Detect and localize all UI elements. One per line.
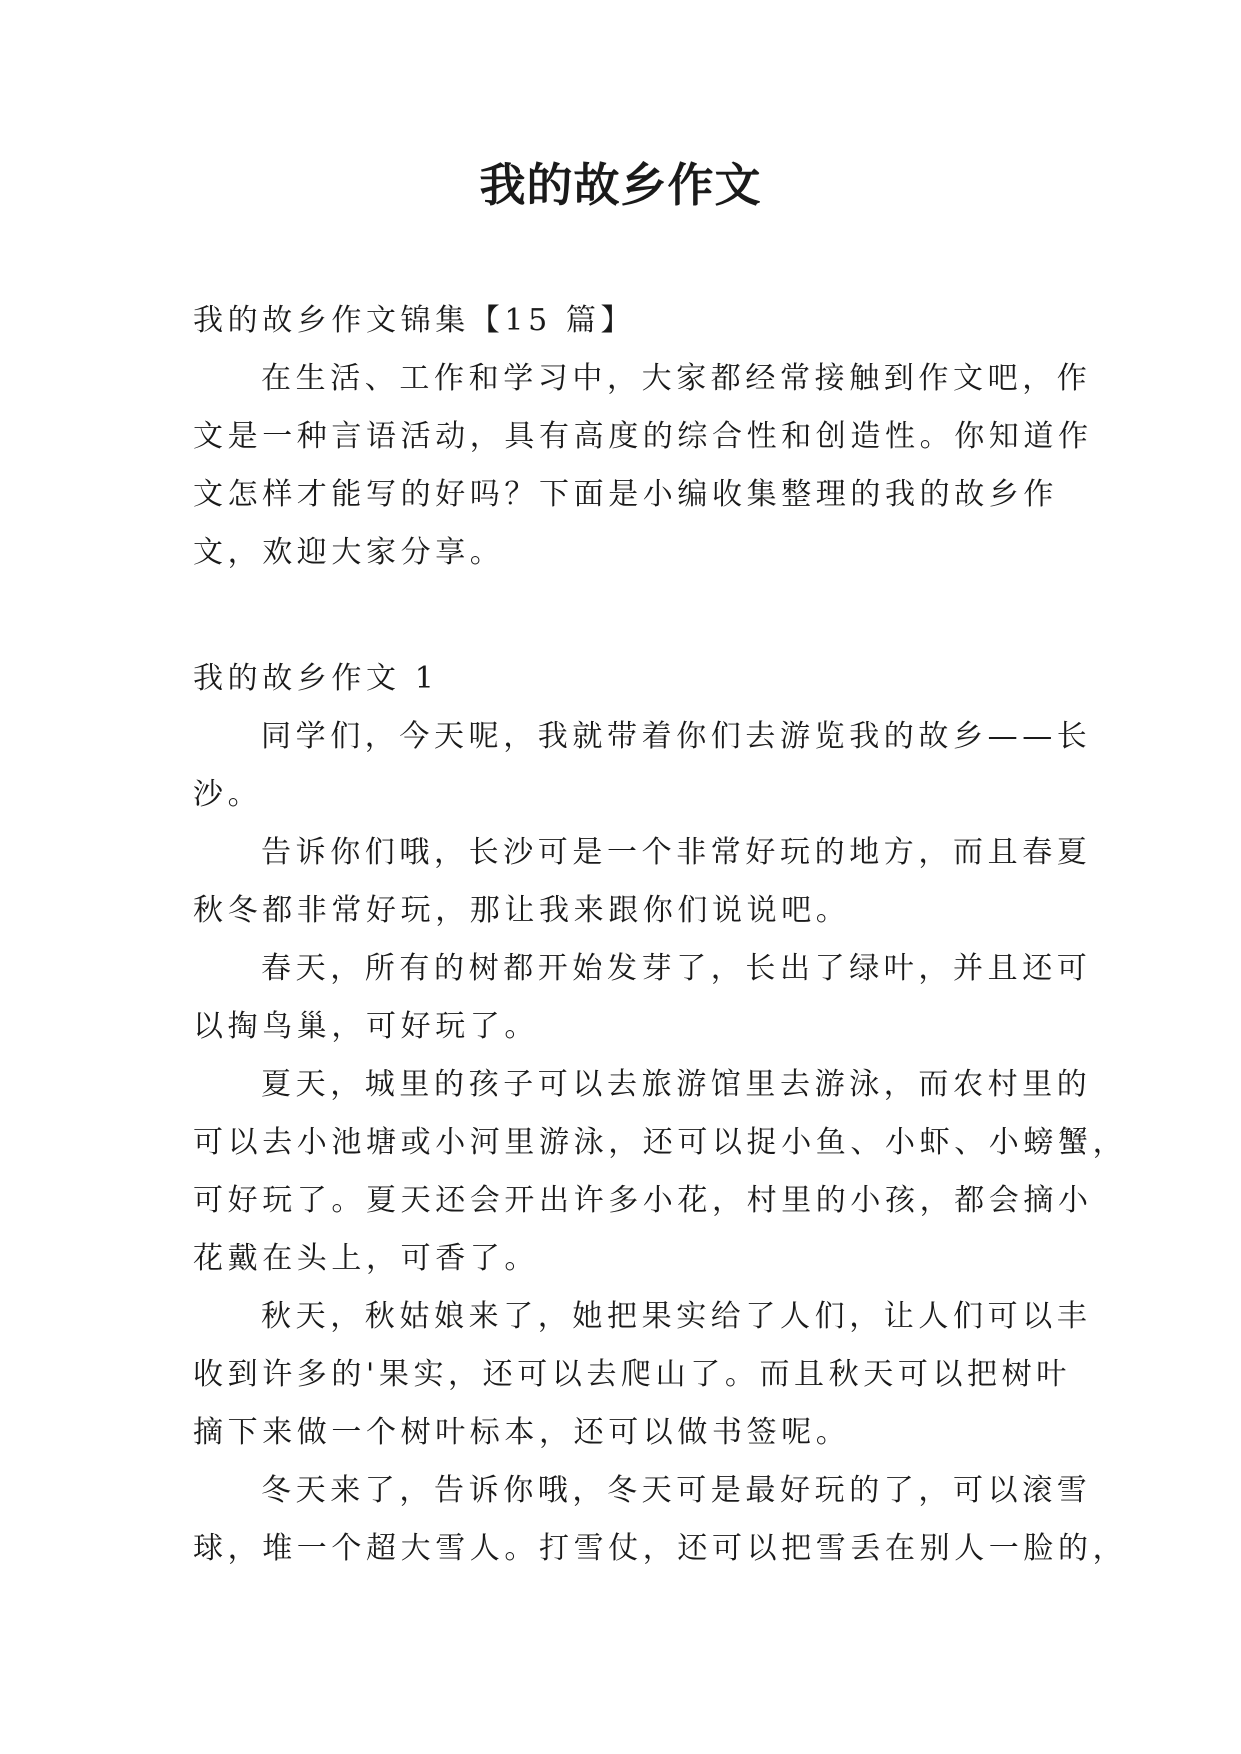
- document-title: 我的故乡作文: [479, 158, 762, 212]
- text-line: 告诉你们哦，长沙可是一个非常好玩的地方，而且春夏: [261, 835, 1092, 870]
- intro-paragraph: [193, 350, 1093, 582]
- text-line: 在生活、工作和学习中，大家都经常接触到作文吧，作: [261, 361, 1092, 396]
- text-line: 摘下来做一个树叶标本，还可以做书签呢。: [193, 1415, 851, 1450]
- text-line: 同学们，今天呢，我就带着你们去游览我的故乡——长: [261, 719, 1092, 754]
- paragraph: [193, 1056, 1128, 1288]
- text-line: 文怎样才能写的好吗？下面是小编收集整理的我的故乡作: [193, 477, 1058, 512]
- text-line: 花戴在头上，可香了。: [193, 1241, 539, 1276]
- text-line: 秋天，秋姑娘来了，她把果实给了人们，让人们可以丰: [261, 1299, 1092, 1334]
- text-line: 春天，所有的树都开始发芽了，长出了绿叶，并且还可: [261, 951, 1092, 986]
- paragraph: [193, 1288, 1092, 1462]
- text-line: 文，欢迎大家分享。: [193, 535, 505, 570]
- text-line: 球，堆一个超大雪人。打雪仗，还可以把雪丢在别人一脸的，: [193, 1531, 1128, 1566]
- spacer: [193, 582, 1055, 650]
- text-line: 冬天来了，告诉你哦，冬天可是最好玩的了，可以滚雪: [261, 1473, 1092, 1508]
- text-line: 收到许多的'果实，还可以去爬山了。而且秋天可以把树叶: [193, 1357, 1071, 1392]
- section-heading: 我的故乡作文 1: [193, 661, 439, 696]
- text-line: 秋冬都非常好玩，那让我来跟你们说说吧。: [193, 893, 851, 928]
- text-line: 夏天，城里的孩子可以去旅游馆里去游泳，而农村里的: [261, 1067, 1092, 1102]
- paragraph: [193, 940, 1092, 1056]
- text-line: 以掏鸟巢，可好玩了。: [193, 1009, 539, 1044]
- document-body: [193, 292, 1128, 1578]
- paragraph: [193, 1462, 1128, 1578]
- subtitle: 我的故乡作文锦集【15 篇】: [193, 303, 636, 338]
- paragraph: [193, 708, 1092, 824]
- text-line: 沙。: [193, 777, 263, 812]
- text-line: 可好玩了。夏天还会开出许多小花，村里的小孩，都会摘小: [193, 1183, 1093, 1218]
- text-line: 文是一种言语活动，具有高度的综合性和创造性。你知道作: [193, 419, 1093, 454]
- paragraph: [193, 824, 1092, 940]
- text-line: 可以去小池塘或小河里游泳，还可以捉小鱼、小虾、小螃蟹，: [193, 1125, 1128, 1160]
